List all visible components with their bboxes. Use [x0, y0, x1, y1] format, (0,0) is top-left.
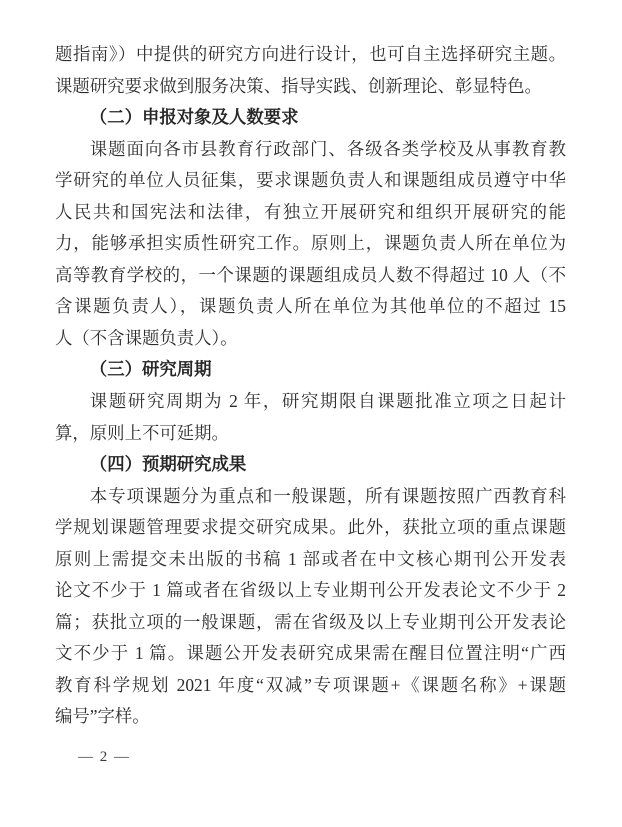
page-number: — 2 —: [78, 749, 131, 765]
section-heading: （三）研究周期: [89, 359, 212, 380]
text-line: 原则上需提交未出版的书稿 1 部或者在中文核心期刊公开发表: [55, 548, 566, 569]
text-line: 力，能够承担实质性研究工作。原则上，课题负责人所在单位为: [55, 233, 566, 254]
text-line: 编号”字样。: [55, 706, 150, 727]
text-line: 学研究的单位人员征集，要求课题负责人和课题组成员遵守中华: [55, 170, 566, 191]
text-line: 高等教育学校的，一个课题的课题组成员人数不得超过 10 人（不: [55, 264, 566, 285]
text-line: 含课题负责人），课题负责人所在单位为其他单位的不超过 15: [55, 296, 566, 317]
text-line: 文不少于 1 篇。课题公开发表研究成果需在醒目位置注明“广西: [55, 643, 566, 664]
section-heading: （四）预期研究成果: [89, 454, 247, 475]
text-line: 课题研究要求做到服务决策、指导实践、创新理论、彰显特色。: [55, 75, 542, 96]
text-line: 篇；获批立项的一般课题，需在省级及以上专业期刊公开发表论: [55, 611, 566, 632]
text-line: 学规划课题管理要求提交研究成果。此外，获批立项的重点课题: [55, 517, 566, 538]
text-line: 题指南》）中提供的研究方向进行设计，也可自主选择研究主题。: [55, 44, 566, 64]
text-line: 论文不少于 1 篇或者在省级以上专业期刊公开发表论文不少于 2: [55, 580, 566, 601]
text-line: 教育科学规划 2021 年度“双减”专项课题+《课题名称》+课题: [55, 674, 566, 695]
document-body: [55, 39, 566, 733]
text-line: 算，原则上不可延期。: [55, 422, 229, 443]
text-line: 本专项课题分为重点和一般课题，所有课题按照广西教育科: [89, 485, 566, 506]
section-heading: （二）申报对象及人数要求: [89, 107, 299, 128]
text-line: 课题面向各市县教育行政部门、各级各类学校及从事教育教: [89, 138, 566, 159]
text-line: 人（不含课题负责人）。: [55, 327, 238, 348]
text-line: 课题研究周期为 2 年，研究期限自课题批准立项之日起计: [89, 391, 566, 412]
text-line: 人民共和国宪法和法律，有独立开展研究和组织开展研究的能: [55, 201, 566, 222]
